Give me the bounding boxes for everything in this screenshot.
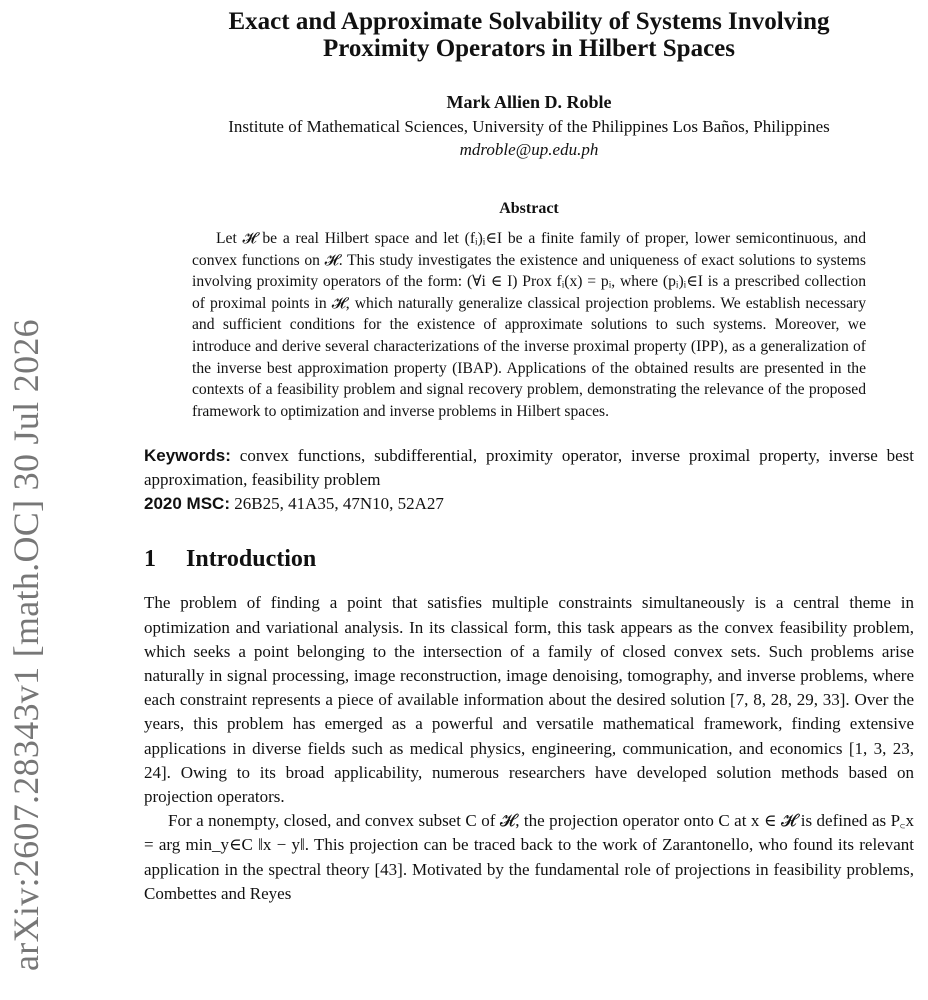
arxiv-identifier: arXiv:2607.28343v1 [math.OC] 30 Jul 2026 <box>6 319 47 971</box>
author-name: Mark Allien D. Roble <box>446 92 612 112</box>
intro-paragraph-2: For a nonempty, closed, and convex subset C of 𝓗, the projection operator onto C at x ∈ 𝓗 is defined as P꜀x = arg min_y∈C ‖x − y‖. This projection can be traced back to the work of Zarantonello, who found its relevant application in the spectral theory [43]. Motivated by the fundamental role of projections in feasibility problems, Combettes and Reyes <box>144 811 914 903</box>
msc-label: 2020 MSC: <box>144 494 230 514</box>
paper-title <box>144 8 914 62</box>
arxiv-side-stamp <box>2 300 50 990</box>
abstract-text: Let 𝓗 be a real Hilbert space and let (fᵢ)ᵢ∈I be a finite family of proper, lower semicontinuous, and convex functions on 𝓗. This study investigates the existence and uniqueness of exact solutions to systems involving proximity operators of the form: (∀i ∈ I) Prox fᵢ(x) = pᵢ, where (pᵢ)ᵢ∈I is a prescribed collection of proximal points in 𝓗, which naturally generalize classical projection problems. We establish necessary and sufficient conditions for the existence of approximate solutions to such systems. Moreover, we introduce and derive several characterizations of the inverse proximal property (IPP), as a generalization of the inverse best approximation property (IBAP). Applications of the obtained results are presented in the contexts of a feasibility problem and signal recovery problem, demonstrating the relevance of the proposed framework to optimization and inverse problems in Hilbert spaces. <box>192 230 866 420</box>
intro-paragraph-1: The problem of finding a point that satisfies multiple constraints simultaneously is a central theme in optimization and variational analysis. In its classical form, this task appears as the convex feasibility problem, which seeks a point belonging to the intersection of a family of closed convex sets. Such problems arise naturally in signal processing, image reconstruction, image denoising, tomography, and inverse problems, where each constraint represents a piece of available information about the desired solution [7, 8, 28, 29, 33]. Over the years, this problem has emerged as a powerful and versatile mathematical framework, finding extensive applications in diverse fields such as medical physics, engineering, communication, and economics [1, 3, 23, 24]. Owing to its broad applicability, numerous researchers have developed solution methods based on projection operators. <box>144 593 914 806</box>
section-number: 1 <box>144 546 156 573</box>
keywords-label: Keywords: <box>144 446 231 466</box>
abstract-heading: Abstract <box>499 200 559 217</box>
title-line-1: Exact and Approximate Solvability of Systems Involving <box>228 8 830 35</box>
msc-codes: 26B25, 41A35, 47N10, 52A27 <box>234 494 444 514</box>
keywords-list: convex functions, subdifferential, proximity operator, inverse proximal property, inverse best approximation, feasibility problem <box>144 446 915 490</box>
paper-page <box>144 8 914 906</box>
author-email: mdroble@up.edu.ph <box>459 140 599 159</box>
title-line-2: Proximity Operators in Hilbert Spaces <box>323 35 735 62</box>
section-heading <box>144 546 914 573</box>
section-title: Introduction <box>186 546 317 573</box>
author-affiliation: Institute of Mathematical Sciences, University of the Philippines Los Baños, Philippines <box>228 117 830 136</box>
keywords-block <box>144 444 914 516</box>
